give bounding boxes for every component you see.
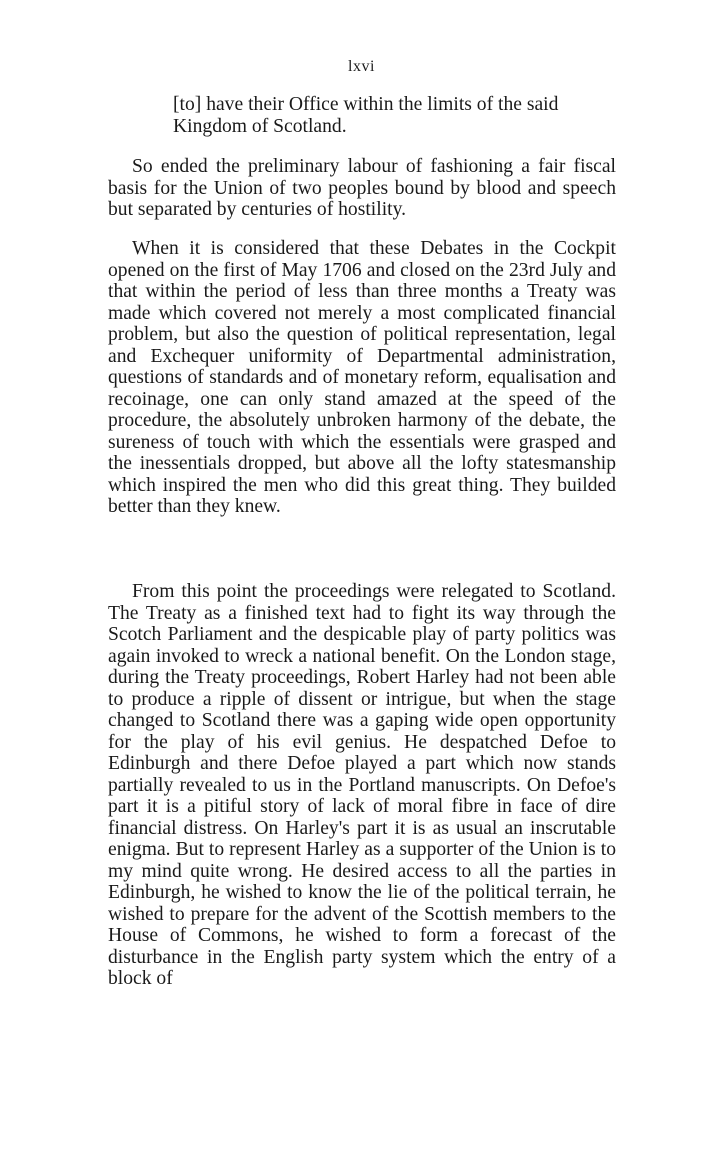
- paragraph: When it is considered that these Debates in the Cockpit opened on the first of May 1706 and closed on the 23rd July and that within the period of less than three months a Treaty was made which covered not merely a most complicated financial problem, but also the question of political representation, legal and Exchequer uniformity of Departmental administration, questions of standards and of monetary reform, equalisation and recoinage, one can only stand amazed at the speed of the procedure, the absolutely unbroken harmony of the debate, the sureness of touch with which the essentials were grasped and the inessentials dropped, but above all the lofty statesmanship which inspired the men who did this great thing. They builded better than they knew.: [108, 238, 616, 517]
- paragraph: So ended the preliminary labour of fashioning a fair fiscal basis for the Union of two peoples bound by blood and speech but separated by centuries of hostility.: [108, 156, 616, 220]
- paragraph-continued: [to] have their Office within the limits of the said Kingdom of Scotland.: [173, 94, 559, 137]
- paragraph: From this point the proceedings were relegated to Scotland. The Treaty as a finished text had to fight its way through the Scotch Parliament and the despicable play of party politics was again invoked to wreck a national benefit. On the London stage, during the Treaty proceedings, Robert Harley had not been able to produce a ripple of dissent or intrigue, but when the stage changed to Scotland there was a gaping wide open opportunity for the play of his evil genius. He despatched Defoe to Edinburgh and there Defoe played a part which now stands partially revealed to us in the Portland manuscripts. On Defoe's part it is a pitiful story of lack of moral fibre in face of dire financial distress. On Harley's part it is as usual an inscrutable enigma. But to represent Harley as a supporter of the Union is to my mind quite wrong. He desired access to all the parties in Edinburgh, he wished to know the lie of the political terrain, he wished to prepare for the advent of the Scottish members to the House of Commons, he wished to form a forecast of the disturbance in the English party system which the entry of a block of: [108, 581, 616, 989]
- page-number: lxvi: [348, 58, 375, 75]
